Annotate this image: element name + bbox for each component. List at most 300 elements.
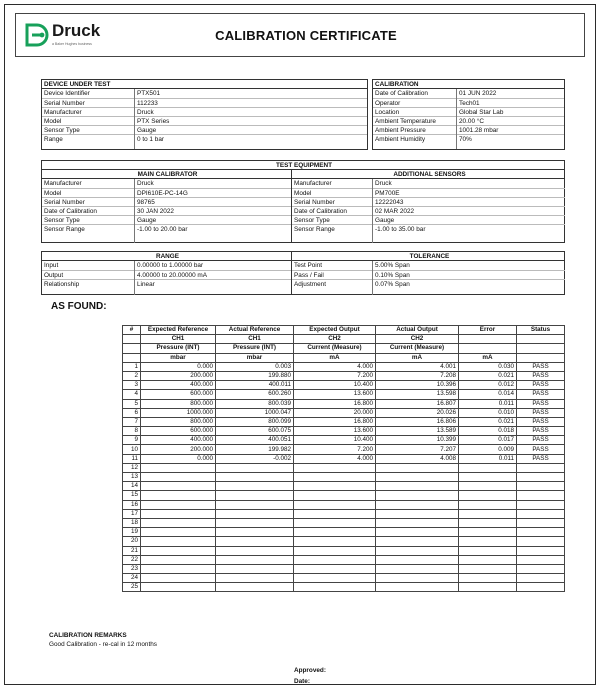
- as-found-heading: AS FOUND:: [51, 301, 107, 312]
- table-cell: [376, 546, 459, 555]
- table-row: [123, 564, 565, 573]
- table-cell: [459, 473, 517, 482]
- additional-sensors-heading: ADDITIONAL SENSORS: [292, 170, 565, 179]
- table-row: [123, 390, 565, 399]
- table-cell: [141, 518, 216, 527]
- table-cell: [376, 564, 459, 573]
- table-cell: 16.807: [376, 399, 459, 408]
- info-value: 70%: [459, 136, 472, 143]
- table-cell: [376, 491, 459, 500]
- table-cell: 16.800: [294, 399, 376, 408]
- info-row: [292, 279, 565, 288]
- additional-sensors-section: [291, 170, 565, 243]
- status-cell: [517, 518, 565, 527]
- info-key: Ambient Humidity: [375, 136, 426, 143]
- test-equipment-heading: TEST EQUIPMENT: [42, 161, 564, 170]
- table-cell: 4.008: [376, 454, 459, 463]
- info-key: Ambient Temperature: [375, 118, 436, 125]
- test-equipment-box: [41, 160, 565, 243]
- info-value: Tech01: [459, 100, 480, 107]
- info-value: 98765: [137, 199, 155, 206]
- table-row: [123, 500, 565, 509]
- table-cell: 8: [123, 427, 141, 436]
- remarks-text: Good Calibration - re-cal in 12 months: [49, 641, 157, 648]
- table-cell: 9: [123, 436, 141, 445]
- info-key: Manufacturer: [294, 180, 332, 187]
- table-cell: 0.000: [141, 454, 216, 463]
- column-divider: [456, 89, 457, 149]
- info-value: 5.00% Span: [375, 262, 410, 269]
- table-row: [123, 436, 565, 445]
- table-cell: 0.021: [459, 417, 517, 426]
- info-value: DPI610E-PC-14G: [137, 190, 188, 197]
- table-cell: 19: [123, 528, 141, 537]
- table-header-cell: [459, 335, 517, 344]
- table-cell: [294, 509, 376, 518]
- table-cell: 7.200: [294, 371, 376, 380]
- table-cell: 0.012: [459, 381, 517, 390]
- info-row: [373, 98, 564, 107]
- calibration-rows: [373, 89, 564, 143]
- device-rows: [42, 89, 367, 143]
- table-cell: [216, 482, 294, 491]
- table-cell: 14: [123, 482, 141, 491]
- table-header-cell: Pressure (INT): [141, 344, 216, 353]
- range-rows: [42, 261, 291, 288]
- table-cell: [216, 473, 294, 482]
- table-cell: [294, 463, 376, 472]
- status-cell: [517, 537, 565, 546]
- table-cell: [459, 583, 517, 592]
- table-cell: [459, 528, 517, 537]
- table-header-cell: CH2: [294, 335, 376, 344]
- status-cell: [517, 583, 565, 592]
- table-cell: 13: [123, 473, 141, 482]
- table-cell: [141, 491, 216, 500]
- table-header-cell: mA: [376, 353, 459, 362]
- table-cell: [294, 482, 376, 491]
- table-cell: 0.000: [141, 362, 216, 371]
- table-header-cell: Expected Output: [294, 326, 376, 335]
- info-key: Input: [44, 262, 59, 269]
- column-divider: [372, 179, 373, 243]
- info-row: [42, 125, 367, 134]
- table-row: [123, 518, 565, 527]
- table-row: [123, 509, 565, 518]
- table-cell: 0.010: [459, 408, 517, 417]
- certificate-page: [4, 4, 596, 685]
- table-cell: [141, 564, 216, 573]
- info-key: Sensor Type: [44, 217, 80, 224]
- info-key: Sensor Type: [294, 217, 330, 224]
- table-cell: [216, 500, 294, 509]
- table-cell: 7.208: [376, 371, 459, 380]
- table-cell: 13.589: [376, 427, 459, 436]
- table-cell: 0.018: [459, 427, 517, 436]
- table-cell: 0.030: [459, 362, 517, 371]
- table-header-cell: mA: [459, 353, 517, 362]
- table-cell: [376, 482, 459, 491]
- info-row: [42, 107, 367, 116]
- table-cell: [294, 564, 376, 573]
- status-cell: PASS: [517, 371, 565, 380]
- table-cell: [376, 509, 459, 518]
- table-cell: [141, 509, 216, 518]
- table-cell: 0.009: [459, 445, 517, 454]
- device-heading: DEVICE UNDER TEST: [42, 80, 367, 89]
- info-row: [42, 261, 291, 270]
- table-cell: 400.000: [141, 436, 216, 445]
- table-header-cell: CH2: [376, 335, 459, 344]
- table-header-cell: [459, 344, 517, 353]
- info-value: PM700E: [375, 190, 400, 197]
- table-cell: 0.003: [216, 362, 294, 371]
- info-row: [292, 215, 565, 224]
- status-cell: [517, 463, 565, 472]
- table-cell: [216, 463, 294, 472]
- remarks-heading: CALIBRATION REMARKS: [49, 632, 127, 639]
- table-cell: [376, 500, 459, 509]
- table-header-row: [123, 326, 565, 335]
- info-value: 1001.28 mbar: [459, 127, 499, 134]
- info-value: 112233: [137, 100, 158, 107]
- table-cell: 25: [123, 583, 141, 592]
- column-divider: [372, 261, 373, 295]
- table-cell: 7.207: [376, 445, 459, 454]
- calibration-box: [372, 79, 565, 150]
- status-cell: [517, 500, 565, 509]
- table-cell: [376, 473, 459, 482]
- info-row: [373, 107, 564, 116]
- table-header-row: [123, 335, 565, 344]
- table-cell: 16: [123, 500, 141, 509]
- table-cell: [376, 463, 459, 472]
- druck-logo-icon: [24, 22, 50, 48]
- info-row: [42, 215, 291, 224]
- info-key: Pass / Fail: [294, 272, 324, 279]
- info-row: [373, 134, 564, 143]
- table-cell: 22: [123, 555, 141, 564]
- table-cell: [376, 555, 459, 564]
- info-row: [42, 134, 367, 143]
- status-cell: [517, 546, 565, 555]
- table-cell: 1000.047: [216, 408, 294, 417]
- table-cell: 16.806: [376, 417, 459, 426]
- table-header-cell: CH1: [216, 335, 294, 344]
- status-cell: [517, 555, 565, 564]
- table-cell: 20.026: [376, 408, 459, 417]
- logo-tagline: a Baker Hughes business: [52, 42, 92, 46]
- table-cell: [459, 463, 517, 472]
- table-cell: [141, 574, 216, 583]
- info-value: 4.00000 to 20.00000 mA: [137, 272, 207, 279]
- info-key: Range: [44, 136, 63, 143]
- info-row: [292, 197, 565, 206]
- table-cell: [216, 537, 294, 546]
- info-key: Serial Number: [44, 199, 85, 206]
- logo-wordmark: Druck: [52, 21, 101, 40]
- table-row: [123, 408, 565, 417]
- table-cell: 15: [123, 491, 141, 500]
- table-cell: 199.880: [216, 371, 294, 380]
- table-cell: 800.039: [216, 399, 294, 408]
- table-cell: 1: [123, 362, 141, 371]
- table-header-cell: Pressure (INT): [216, 344, 294, 353]
- table-cell: 400.051: [216, 436, 294, 445]
- table-cell: -0.002: [216, 454, 294, 463]
- range-heading: RANGE: [42, 252, 291, 261]
- tolerance-section: [291, 252, 565, 295]
- info-key: Model: [44, 190, 62, 197]
- table-cell: [141, 500, 216, 509]
- info-value: 0 to 1 bar: [137, 136, 165, 143]
- main-calibrator-rows: [42, 179, 291, 233]
- table-cell: [294, 583, 376, 592]
- column-divider: [134, 261, 135, 295]
- table-cell: [216, 509, 294, 518]
- table-cell: [459, 491, 517, 500]
- additional-sensors-rows: [292, 179, 565, 233]
- info-row: [42, 116, 367, 125]
- info-value: 0.07% Span: [375, 281, 410, 288]
- info-value: Linear: [137, 281, 155, 288]
- table-row: [123, 555, 565, 564]
- info-row: [42, 98, 367, 107]
- info-row: [42, 270, 291, 279]
- table-cell: [459, 482, 517, 491]
- date-label: Date:: [294, 678, 310, 685]
- status-cell: [517, 509, 565, 518]
- table-cell: 600.075: [216, 427, 294, 436]
- status-cell: [517, 473, 565, 482]
- info-key: Manufacturer: [44, 109, 82, 116]
- info-row: [292, 188, 565, 197]
- info-row: [42, 89, 367, 98]
- table-cell: 10: [123, 445, 141, 454]
- info-key: Date of Calibration: [375, 90, 428, 97]
- table-cell: 0.014: [459, 390, 517, 399]
- info-key: Location: [375, 109, 400, 116]
- table-header-cell: [123, 353, 141, 362]
- table-row: [123, 362, 565, 371]
- status-cell: PASS: [517, 417, 565, 426]
- table-cell: [376, 528, 459, 537]
- table-header-cell: mbar: [216, 353, 294, 362]
- info-value: -1.00 to 35.00 bar: [375, 226, 426, 233]
- table-cell: 2: [123, 371, 141, 380]
- table-header-cell: Expected Reference: [141, 326, 216, 335]
- table-cell: [216, 518, 294, 527]
- table-cell: [459, 574, 517, 583]
- table-cell: [294, 473, 376, 482]
- table-cell: [216, 564, 294, 573]
- info-key: Sensor Range: [294, 226, 335, 233]
- table-cell: 4.001: [376, 362, 459, 371]
- table-cell: [294, 537, 376, 546]
- table-cell: 600.000: [141, 390, 216, 399]
- table-cell: [216, 546, 294, 555]
- status-cell: PASS: [517, 436, 565, 445]
- info-row: [42, 206, 291, 215]
- table-header-cell: [123, 335, 141, 344]
- certificate-header: [15, 13, 585, 57]
- table-cell: [294, 491, 376, 500]
- table-row: [123, 491, 565, 500]
- info-value: Gauge: [375, 217, 395, 224]
- table-header-row: [123, 344, 565, 353]
- table-cell: 800.000: [141, 399, 216, 408]
- status-cell: PASS: [517, 381, 565, 390]
- as-found-table: [122, 325, 565, 592]
- table-cell: 7: [123, 417, 141, 426]
- info-key: Model: [44, 118, 62, 125]
- table-header-cell: Current (Measure): [376, 344, 459, 353]
- druck-logo: [24, 20, 144, 52]
- table-cell: 7.200: [294, 445, 376, 454]
- table-cell: 800.099: [216, 417, 294, 426]
- info-value: 01 JUN 2022: [459, 90, 497, 97]
- table-cell: [459, 518, 517, 527]
- info-value: Druck: [375, 180, 392, 187]
- main-calibrator-section: [42, 170, 291, 243]
- info-value: 0.00000 to 1.00000 bar: [137, 262, 204, 269]
- table-header-cell: CH1: [141, 335, 216, 344]
- table-cell: 24: [123, 574, 141, 583]
- table-cell: 600.000: [141, 427, 216, 436]
- info-value: 12222043: [375, 199, 404, 206]
- info-value: Gauge: [137, 217, 157, 224]
- info-key: Test Point: [294, 262, 323, 269]
- table-cell: 400.011: [216, 381, 294, 390]
- approved-label: Approved:: [294, 667, 326, 674]
- table-cell: [216, 555, 294, 564]
- table-cell: 10.396: [376, 381, 459, 390]
- tolerance-rows: [292, 261, 565, 288]
- device-under-test-box: [41, 79, 368, 150]
- table-cell: 4: [123, 390, 141, 399]
- table-cell: [294, 555, 376, 564]
- status-cell: [517, 491, 565, 500]
- table-cell: [376, 574, 459, 583]
- info-row: [292, 179, 565, 188]
- table-cell: [216, 574, 294, 583]
- table-cell: [294, 528, 376, 537]
- table-cell: [294, 546, 376, 555]
- table-cell: 199.982: [216, 445, 294, 454]
- info-key: Sensor Range: [44, 226, 85, 233]
- column-divider: [134, 179, 135, 243]
- table-cell: [141, 482, 216, 491]
- table-row: [123, 445, 565, 454]
- page-title: CALIBRATION CERTIFICATE: [215, 28, 397, 43]
- info-value: Gauge: [137, 127, 157, 134]
- table-row: [123, 427, 565, 436]
- table-cell: 0.011: [459, 454, 517, 463]
- table-header-cell: Actual Reference: [216, 326, 294, 335]
- table-cell: 200.000: [141, 445, 216, 454]
- info-value: 30 JAN 2022: [137, 208, 174, 215]
- table-row: [123, 473, 565, 482]
- info-value: Druck: [137, 180, 154, 187]
- info-value: Global Star Lab: [459, 109, 504, 116]
- table-cell: [459, 564, 517, 573]
- table-cell: [376, 583, 459, 592]
- info-row: [292, 206, 565, 215]
- table-cell: 5: [123, 399, 141, 408]
- status-cell: [517, 482, 565, 491]
- info-row: [292, 224, 565, 233]
- info-row: [292, 270, 565, 279]
- table-cell: 18: [123, 518, 141, 527]
- table-row: [123, 537, 565, 546]
- table-cell: [141, 546, 216, 555]
- column-divider: [134, 89, 135, 149]
- table-row: [123, 381, 565, 390]
- table-cell: 13.600: [294, 427, 376, 436]
- table-row: [123, 583, 565, 592]
- table-header-cell: #: [123, 326, 141, 335]
- table-cell: 23: [123, 564, 141, 573]
- table-cell: 800.000: [141, 417, 216, 426]
- status-cell: [517, 528, 565, 537]
- table-header-cell: Current (Measure): [294, 344, 376, 353]
- table-header-cell: Status: [517, 326, 565, 335]
- table-cell: [376, 537, 459, 546]
- table-header-cell: mA: [294, 353, 376, 362]
- table-cell: [294, 500, 376, 509]
- info-key: Sensor Type: [44, 127, 80, 134]
- table-cell: 4.000: [294, 362, 376, 371]
- table-header-cell: [517, 344, 565, 353]
- table-cell: 17: [123, 509, 141, 518]
- info-value: 0.10% Span: [375, 272, 410, 279]
- range-section: [42, 252, 291, 295]
- table-header-cell: Actual Output: [376, 326, 459, 335]
- table-cell: 21: [123, 546, 141, 555]
- table-cell: [216, 528, 294, 537]
- tolerance-heading: TOLERANCE: [292, 252, 565, 261]
- table-cell: 1000.000: [141, 408, 216, 417]
- table-row: [123, 528, 565, 537]
- info-key: Manufacturer: [44, 180, 82, 187]
- table-header-cell: [517, 335, 565, 344]
- table-row: [123, 371, 565, 380]
- info-row: [42, 179, 291, 188]
- table-header-cell: [517, 353, 565, 362]
- table-cell: 10.400: [294, 381, 376, 390]
- info-value: PTX501: [137, 90, 161, 97]
- table-cell: 13.600: [294, 390, 376, 399]
- table-cell: 0.017: [459, 436, 517, 445]
- table-cell: [376, 518, 459, 527]
- as-found-table-body: [123, 362, 565, 592]
- table-row: [123, 463, 565, 472]
- table-cell: [459, 509, 517, 518]
- table-cell: 0.021: [459, 371, 517, 380]
- status-cell: PASS: [517, 445, 565, 454]
- table-cell: 400.000: [141, 381, 216, 390]
- info-key: Operator: [375, 100, 401, 107]
- info-key: Date of Calibration: [294, 208, 347, 215]
- table-cell: 20: [123, 537, 141, 546]
- table-row: [123, 546, 565, 555]
- table-row: [123, 454, 565, 463]
- table-cell: [141, 463, 216, 472]
- info-key: Serial Number: [44, 100, 85, 107]
- status-cell: [517, 564, 565, 573]
- table-cell: [459, 537, 517, 546]
- table-cell: [294, 574, 376, 583]
